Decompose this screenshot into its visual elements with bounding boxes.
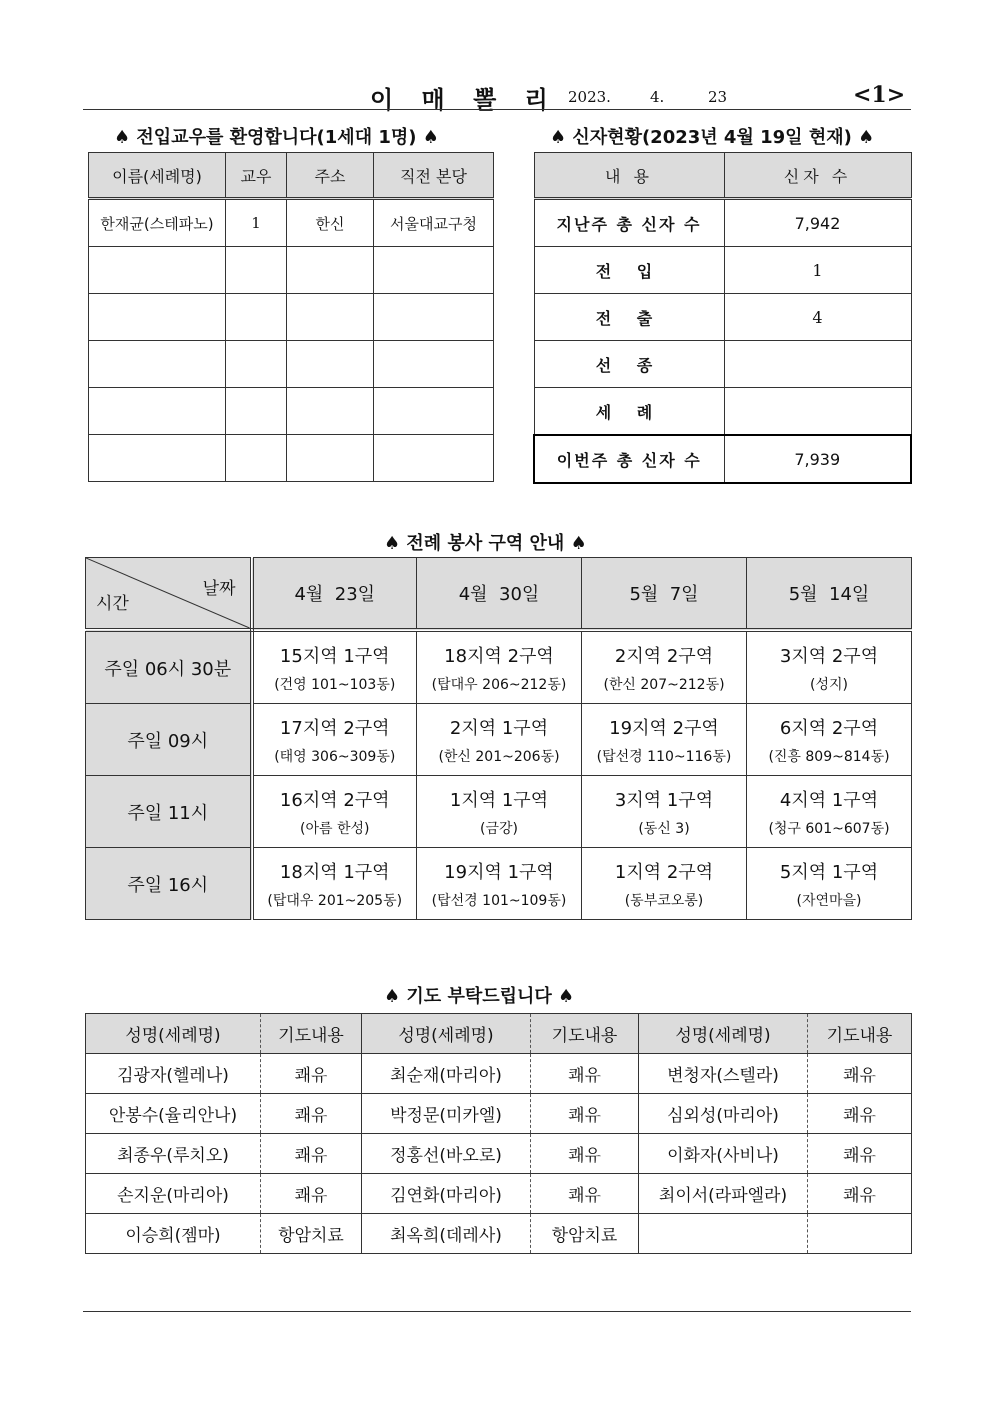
members-title: ♠ 신자현황(2023년 4월 19일 현재) ♠: [550, 127, 875, 148]
table-row: [534, 247, 911, 294]
prayer-col-intention: 기도내용: [531, 1014, 639, 1054]
table-row: [86, 1094, 912, 1134]
welcome-cell: 서울대교구청: [374, 199, 494, 247]
table-row: [86, 630, 912, 704]
members-col-count: 신자 수: [724, 153, 911, 199]
page-number: <1>: [853, 82, 906, 108]
prayer-name: 최이서(라파엘라): [639, 1174, 808, 1214]
prayer-intention: 쾌유: [261, 1094, 362, 1134]
members-value: 1: [724, 247, 911, 294]
table-row: [86, 1214, 912, 1254]
liturgy-cell: [252, 704, 417, 776]
prayer-intention: 쾌유: [261, 1054, 362, 1094]
welcome-header-row: [89, 153, 494, 199]
liturgy-cell: [417, 630, 582, 704]
members-label: 선 종: [534, 341, 724, 388]
table-row: [534, 199, 911, 247]
members-label: 세 례: [534, 388, 724, 436]
prayer-name: 최종우(루치오): [86, 1134, 261, 1174]
area-detail: (자연마을): [796, 892, 862, 909]
area-name: 16지역 2구역: [279, 789, 390, 811]
liturgy-cell: [252, 776, 417, 848]
prayer-name: 최순재(마리아): [362, 1054, 531, 1094]
welcome-cell: [287, 388, 374, 435]
members-value: 7,939: [724, 435, 911, 483]
footer-rule: [83, 1311, 911, 1312]
liturgy-title: ♠ 전례 봉사 구역 안내 ♠: [384, 533, 587, 554]
welcome-col-address: 주소: [287, 153, 374, 199]
corner-date-label: 날짜: [202, 579, 236, 599]
area-detail: (성지): [810, 676, 848, 693]
area-name: 6지역 2구역: [779, 717, 879, 739]
welcome-cell: [226, 247, 287, 294]
liturgy-time: 주일 06시 30분: [86, 630, 252, 704]
prayer-intention: 쾌유: [531, 1054, 639, 1094]
table-row: [534, 435, 911, 483]
table-row: [534, 388, 911, 436]
area-detail: (동신 3): [638, 820, 690, 837]
liturgy-cell: [417, 776, 582, 848]
welcome-col-parish: 직전 본당: [374, 153, 494, 199]
prayer-intention: 쾌유: [808, 1174, 912, 1214]
welcome-col-count: 교우: [226, 153, 287, 199]
liturgy-cell: [582, 704, 747, 776]
liturgy-date-1: 4월 23일: [252, 558, 417, 631]
area-detail: (진흥 809~814동): [768, 748, 890, 765]
area-detail: (탑대우 201~205동): [267, 892, 403, 909]
prayer-name: 변청자(스텔라): [639, 1054, 808, 1094]
welcome-cell: [89, 247, 226, 294]
issue-date-month: 4.: [650, 88, 665, 106]
prayer-intention: 쾌유: [808, 1134, 912, 1174]
area-detail: (탑대우 206~212동): [431, 676, 567, 693]
prayer-intention: 항암치료: [531, 1214, 639, 1254]
prayer-intention: 쾌유: [531, 1134, 639, 1174]
table-row: [89, 199, 494, 247]
prayer-name: 안봉수(율리안나): [86, 1094, 261, 1134]
prayer-intention: 쾌유: [261, 1174, 362, 1214]
table-row: [89, 435, 494, 482]
area-detail: (동부코오롱): [624, 892, 704, 909]
prayer-name: 손지운(마리아): [86, 1174, 261, 1214]
welcome-cell: [374, 294, 494, 341]
liturgy-time: 주일 11시: [86, 776, 252, 848]
newsletter-title: 이 매 뽈 리: [370, 86, 558, 114]
table-row: [89, 341, 494, 388]
prayer-intention: 쾌유: [261, 1134, 362, 1174]
members-header-row: [534, 153, 911, 199]
welcome-cell: [287, 435, 374, 482]
welcome-cell: [89, 341, 226, 388]
prayer-intention: 항암치료: [261, 1214, 362, 1254]
welcome-cell: 한재균(스테파노): [89, 199, 226, 247]
welcome-cell: [287, 341, 374, 388]
liturgy-cell: [582, 776, 747, 848]
area-name: 19지역 2구역: [609, 717, 719, 739]
prayer-name: 김연화(마리아): [362, 1174, 531, 1214]
welcome-cell: [374, 388, 494, 435]
area-detail: (금강): [480, 820, 518, 837]
welcome-cell: [89, 294, 226, 341]
prayer-intention: 쾌유: [531, 1094, 639, 1134]
table-row: [86, 1134, 912, 1174]
prayer-intention: 쾌유: [808, 1054, 912, 1094]
welcome-cell: [287, 247, 374, 294]
liturgy-date-2: 4월 30일: [417, 558, 582, 631]
prayer-col-intention: 기도내용: [261, 1014, 362, 1054]
area-name: 19지역 1구역: [444, 861, 554, 883]
prayer-name: 최옥희(데레사): [362, 1214, 531, 1254]
area-detail: (건영 101~103동): [274, 676, 396, 693]
members-value: [724, 388, 911, 436]
area-detail: (태영 306~309동): [274, 748, 396, 765]
area-name: 17지역 2구역: [279, 717, 390, 739]
header-rule: [83, 109, 911, 110]
corner-time-label: 시간: [96, 594, 129, 614]
members-label: 전 출: [534, 294, 724, 341]
prayer-name: 정홍선(바오로): [362, 1134, 531, 1174]
prayer-name: 심외성(마리아): [639, 1094, 808, 1134]
liturgy-header-row: [86, 558, 912, 631]
liturgy-cell: [582, 630, 747, 704]
prayer-intention: 쾌유: [808, 1094, 912, 1134]
issue-date: [568, 88, 727, 106]
liturgy-cell: [252, 630, 417, 704]
liturgy-time: 주일 16시: [86, 848, 252, 920]
liturgy-time: 주일 09시: [86, 704, 252, 776]
area-detail: (아름 한성): [300, 820, 370, 837]
table-row: [86, 848, 912, 920]
members-label: 지난주 총 신자 수: [534, 199, 724, 247]
prayer-title: ♠ 기도 부탁드립니다 ♠: [384, 986, 575, 1007]
prayer-intention: [808, 1214, 912, 1254]
prayer-name: 박정문(미카엘): [362, 1094, 531, 1134]
welcome-cell: [226, 341, 287, 388]
area-name: 1지역 1구역: [449, 789, 549, 811]
area-detail: (한신 201~206동): [438, 748, 560, 765]
table-row: [86, 1174, 912, 1214]
welcome-cell: [226, 388, 287, 435]
welcome-title: ♠ 전입교우를 환영합니다(1세대 1명) ♠: [114, 127, 439, 148]
welcome-cell: [226, 294, 287, 341]
members-value: [724, 341, 911, 388]
welcome-cell: [287, 294, 374, 341]
members-value: 4: [724, 294, 911, 341]
table-row: [86, 776, 912, 848]
table-row: [534, 294, 911, 341]
liturgy-cell: [417, 848, 582, 920]
welcome-col-name: 이름(세례명): [89, 153, 226, 199]
welcome-cell: [374, 435, 494, 482]
prayer-name: [639, 1214, 808, 1254]
area-name: 3지역 1구역: [614, 789, 714, 811]
liturgy-cell: [417, 704, 582, 776]
table-row: [89, 247, 494, 294]
liturgy-date-4: 5월 14일: [747, 558, 912, 631]
area-name: 18지역 1구역: [279, 861, 390, 883]
liturgy-cell: [747, 630, 912, 704]
prayer-col-intention: 기도내용: [808, 1014, 912, 1054]
welcome-cell: [89, 435, 226, 482]
area-name: 15지역 1구역: [279, 645, 390, 667]
area-name: 1지역 2구역: [614, 861, 714, 883]
area-name: 2지역 2구역: [614, 645, 714, 667]
members-label: 전 입: [534, 247, 724, 294]
area-name: 2지역 1구역: [449, 717, 549, 739]
area-detail: (한신 207~212동): [603, 676, 725, 693]
area-detail: (청구 601~607동): [768, 820, 890, 837]
welcome-cell: 한신: [287, 199, 374, 247]
members-value: 7,942: [724, 199, 911, 247]
welcome-table: [88, 152, 494, 482]
liturgy-corner: [86, 558, 252, 631]
area-name: 4지역 1구역: [779, 789, 879, 811]
area-detail: (탑선경 101~109동): [431, 892, 567, 909]
liturgy-cell: [747, 848, 912, 920]
table-row: [89, 294, 494, 341]
welcome-cell: [374, 341, 494, 388]
liturgy-cell: [582, 848, 747, 920]
area-name: 18지역 2구역: [444, 645, 554, 667]
liturgy-cell: [252, 848, 417, 920]
prayer-col-name: 성명(세례명): [86, 1014, 261, 1054]
members-table: [533, 152, 912, 484]
welcome-cell: [374, 247, 494, 294]
area-name: 5지역 1구역: [779, 861, 879, 883]
table-row: [86, 1054, 912, 1094]
table-row: [89, 388, 494, 435]
welcome-cell: [89, 388, 226, 435]
prayer-name: 이승희(젬마): [86, 1214, 261, 1254]
liturgy-cell: [747, 776, 912, 848]
area-name: 3지역 2구역: [779, 645, 879, 667]
members-col-item: 내 용: [534, 153, 724, 199]
table-row: [534, 341, 911, 388]
area-detail: (탑선경 110~116동): [596, 748, 732, 765]
liturgy-date-3: 5월 7일: [582, 558, 747, 631]
prayer-intention: 쾌유: [531, 1174, 639, 1214]
welcome-cell: 1: [226, 199, 287, 247]
liturgy-cell: [747, 704, 912, 776]
prayer-table: [85, 1013, 912, 1254]
prayer-header-row: [86, 1014, 912, 1054]
liturgy-table: [85, 557, 912, 920]
issue-date-year: 2023.: [568, 88, 611, 106]
prayer-name: 이화자(사비나): [639, 1134, 808, 1174]
members-label: 이번주 총 신자 수: [534, 435, 724, 483]
prayer-col-name: 성명(세례명): [639, 1014, 808, 1054]
table-row: [86, 704, 912, 776]
welcome-cell: [226, 435, 287, 482]
prayer-name: 김광자(헬레나): [86, 1054, 261, 1094]
issue-date-day: 23: [708, 88, 728, 106]
prayer-col-name: 성명(세례명): [362, 1014, 531, 1054]
